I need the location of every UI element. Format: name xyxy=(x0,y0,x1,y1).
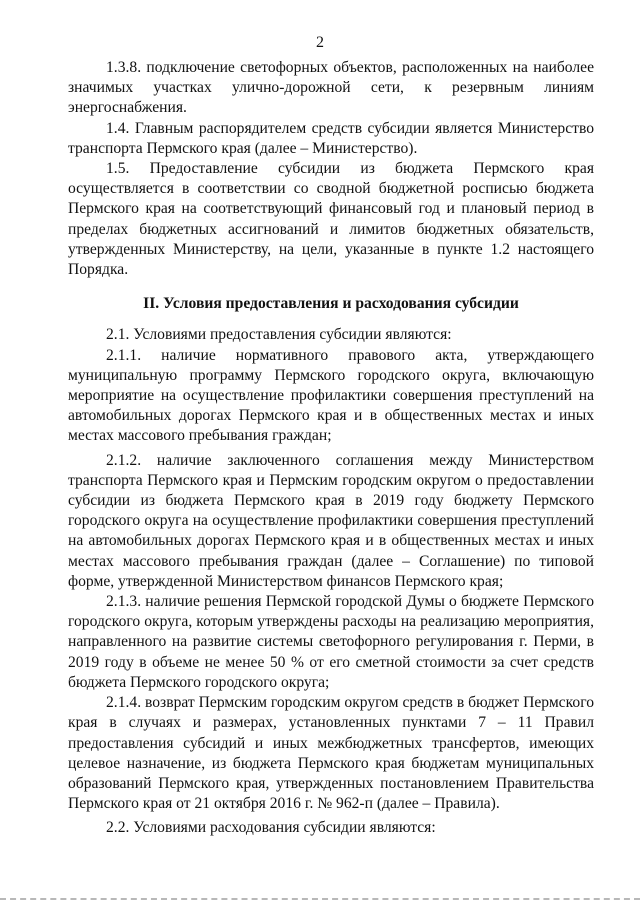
paragraph-1-3-8: 1.3.8. подключение светофорных объектов, расположенных на наиболее значимых участках улично-дорожной сети, к резервным линиям энергоснабжения. xyxy=(68,59,594,117)
paragraph-2-1-1: 2.1.1. наличие нормативного правового акта, утверждающего муниципальную программу Пермского городского округа, включающую мероприятие на осуществление профилактики совершения преступлений на автомобильных дорогах Пермского края и в общественных местах и иных местах массового пребывания граждан; xyxy=(68,346,594,445)
paragraph-2-1-2: 2.1.2. наличие заключенного соглашения между Министерством транспорта Пермского края и Пермским городским округом о предоставлении субсидии из бюджета Пермского края в 2019 году бюджету Пермского городского округа на осуществление профилактики совершения преступлений на автомобильных дорогах Пермского края и в общественных местах и иных местах массового пребывания граждан (далее – Соглашение) по типовой форме, утвержденной Министерством финансов Пермского края; xyxy=(68,451,594,590)
paragraph-1-4: 1.4. Главным распорядителем средств субсидии является Министерство транспорта Пермского края (далее – Министерство). xyxy=(68,119,594,157)
page-number: 2 xyxy=(316,34,324,51)
paragraph-2-1-4: 2.1.4. возврат Пермским городским округом средств в бюджет Пермского края в случаях и размерах, установленных пунктами 7 – 11 Правил предоставления субсидий и иных межбюджетных трансфертов, имеющих целевое назначение, из бюджета Пермского края бюджетам муниципальных образований Пермского края, утвержденных постановлением Правительства Пермского края от 21 октября 2016 г. № 962-п (далее – Правила). xyxy=(68,694,594,813)
document-body xyxy=(68,58,594,839)
section-heading: II. Условия предоставления и расходования субсидии xyxy=(143,295,519,313)
paragraph-2-2: 2.2. Условиями расходования субсидии являются: xyxy=(106,819,436,837)
scan-edge-divider xyxy=(0,898,640,900)
paragraph-1-5: 1.5. Предоставление субсидии из бюджета Пермского края осуществляется в соответствии со сводной бюджетной росписью бюджета Пермского края на соответствующий финансовый год и плановый период в пределах бюджетных ассигнований и лимитов бюджетных обязательств, утвержденных Министерству, на цели, указанные в пункте 1.2 настоящего Порядка. xyxy=(68,160,594,279)
paragraph-2-1-3: 2.1.3. наличие решения Пермской городской Думы о бюджете Пермского городского округа, которым утверждены расходы на реализацию мероприятия, направленного на развитие системы светофорного регулирования г. Перми, в 2019 году в объеме не менее 50 % от его сметной стоимости за счет средств бюджета Пермского городского округа; xyxy=(68,593,594,691)
paragraph-2-1: 2.1. Условиями предоставления субсидии являются: xyxy=(106,326,452,344)
